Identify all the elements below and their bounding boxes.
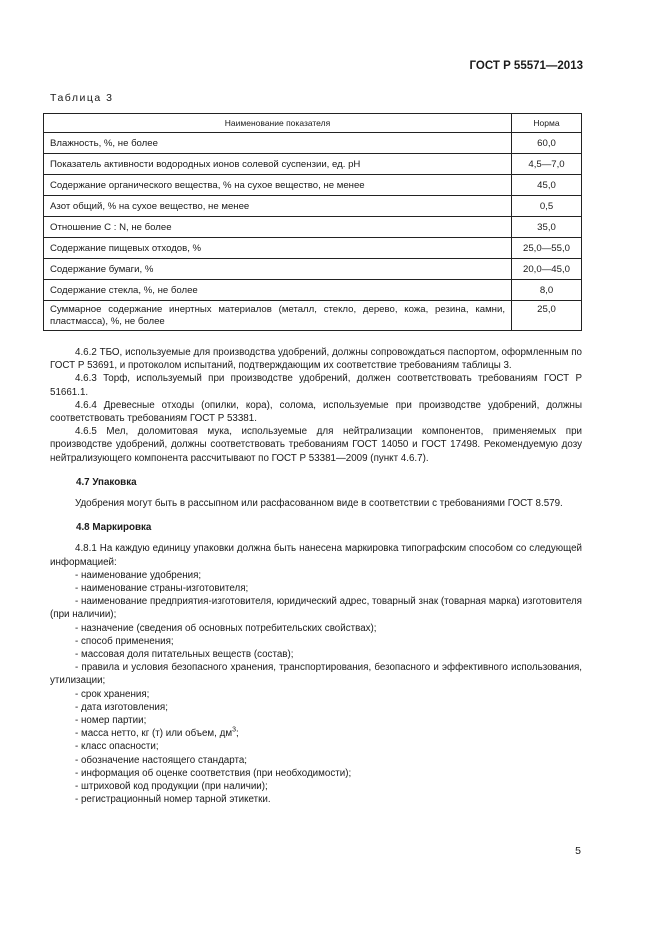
list-item: - штриховой код продукции (при наличии); <box>75 781 268 793</box>
norms-table <box>43 113 582 331</box>
table-row <box>44 154 582 175</box>
row-name: Азот общий, % на сухое вещество, не менее <box>44 196 512 217</box>
table-row <box>44 280 582 301</box>
list-item: - дата изготовления; <box>75 701 168 713</box>
paragraph-4-7: Удобрения могут быть в рассыпном или расфасованном виде в соответствии с требованиями ГОСТ 8.579. <box>75 498 563 510</box>
row-value: 20,0—45,0 <box>512 259 582 280</box>
superscript: 3 <box>232 727 236 735</box>
paragraph-4-6-2: 4.6.2 ТБО, используемые для производства удобрений, должны сопровождаться паспортом, оформленным по ГОСТ Р 53691, и протоколом испытаний, подтверждающим их соответствие требованиям таблицы 3. <box>50 347 582 372</box>
list-item: - наименование удобрения; <box>75 569 202 581</box>
table-row <box>44 238 582 259</box>
table-row <box>44 133 582 154</box>
paragraph-4-6-5: 4.6.5 Мел, доломитовая мука, используемые для нейтрализации компонентов, применяемых при производстве удобрений, должны соответствовать требованиям ГОСТ 14050 и ГОСТ 17498. Рекомендуемую дозу нейтрализующего компонента рассчитывают по ГОСТ Р 53381—2009 (пункт 4.6.7). <box>50 426 582 464</box>
list-item: - информация об оценке соответствия (при необходимости); <box>75 767 352 779</box>
list-item: - класс опасности; <box>75 741 159 753</box>
row-value: 45,0 <box>512 175 582 196</box>
row-name: Показатель активности водородных ионов солевой суспензии, ед. pH <box>44 154 512 175</box>
list-item: - правила и условия безопасного хранения, транспортирования, безопасного и эффективного использования, утилизации; <box>50 662 582 687</box>
list-item-end: ; <box>235 728 239 740</box>
row-name: Содержание стекла, %, не более <box>44 280 512 301</box>
list-item: - наименование предприятия-изготовителя, юридический адрес, товарный знак (товарная марка) изготовителя (при наличии); <box>50 596 582 621</box>
list-item: - регистрационный номер тарной этикетки. <box>75 794 271 806</box>
list-item: - наименование страны-изготовителя; <box>75 583 249 595</box>
column-header-name: Наименование показателя <box>44 114 512 133</box>
list-item <box>50 727 582 740</box>
section-heading-4-8: 4.8 Маркировка <box>76 522 152 534</box>
row-value: 35,0 <box>512 217 582 238</box>
paragraph-4-6-4: 4.6.4 Древесные отходы (опилки, кора), солома, используемые при производстве удобрений, должны соответствовать требованиям ГОСТ Р 53381. <box>50 399 582 425</box>
row-value: 0,5 <box>512 196 582 217</box>
table-header-row <box>44 114 582 133</box>
page-number: 5 <box>575 845 581 857</box>
list-item: - массовая доля питательных веществ (состав); <box>75 649 294 661</box>
paragraph-4-8-1: 4.8.1 На каждую единицу упаковки должна быть нанесена маркировка типографским способом со следующей информацией: <box>50 543 582 568</box>
table-row <box>44 196 582 217</box>
list-item: - обозначение настоящего стандарта; <box>75 754 248 766</box>
row-name: Содержание пищевых отходов, % <box>44 238 512 259</box>
row-name: Влажность, %, не более <box>44 133 512 154</box>
table-row <box>44 259 582 280</box>
table-caption: Таблица 3 <box>50 92 114 104</box>
row-name: Содержание бумаги, % <box>44 259 512 280</box>
row-name: Суммарное содержание инертных материалов (металл, стекло, дерево, кожа, резина, камни, пластмасса), %, не более <box>44 301 512 331</box>
table-row <box>44 175 582 196</box>
section-heading-4-7: 4.7 Упаковка <box>76 476 137 488</box>
list-item: - способ применения; <box>75 635 174 647</box>
list-item: - номер партии; <box>75 715 147 727</box>
document-code: ГОСТ Р 55571—2013 <box>469 60 583 72</box>
row-value: 60,0 <box>512 133 582 154</box>
list-item-text: - масса нетто, кг (т) или объем, дм <box>75 728 233 740</box>
row-value: 25,0 <box>512 301 582 331</box>
list-item: - назначение (сведения об основных потребительских свойствах); <box>75 622 377 634</box>
row-value: 8,0 <box>512 280 582 301</box>
body-text <box>50 346 582 807</box>
table-row <box>44 217 582 238</box>
row-name: Содержание органического вещества, % на сухое вещество, не менее <box>44 175 512 196</box>
row-name: Отношение С : N, не более <box>44 217 512 238</box>
paragraph-4-6-3: 4.6.3 Торф, используемый при производстве удобрений, должен соответствовать требованиям ГОСТ Р 51661.1. <box>50 373 582 398</box>
list-item: - срок хранения; <box>75 688 150 700</box>
column-header-norm: Норма <box>512 114 582 133</box>
row-value: 25,0—55,0 <box>512 238 582 259</box>
table-row <box>44 301 582 331</box>
row-value: 4,5—7,0 <box>512 154 582 175</box>
